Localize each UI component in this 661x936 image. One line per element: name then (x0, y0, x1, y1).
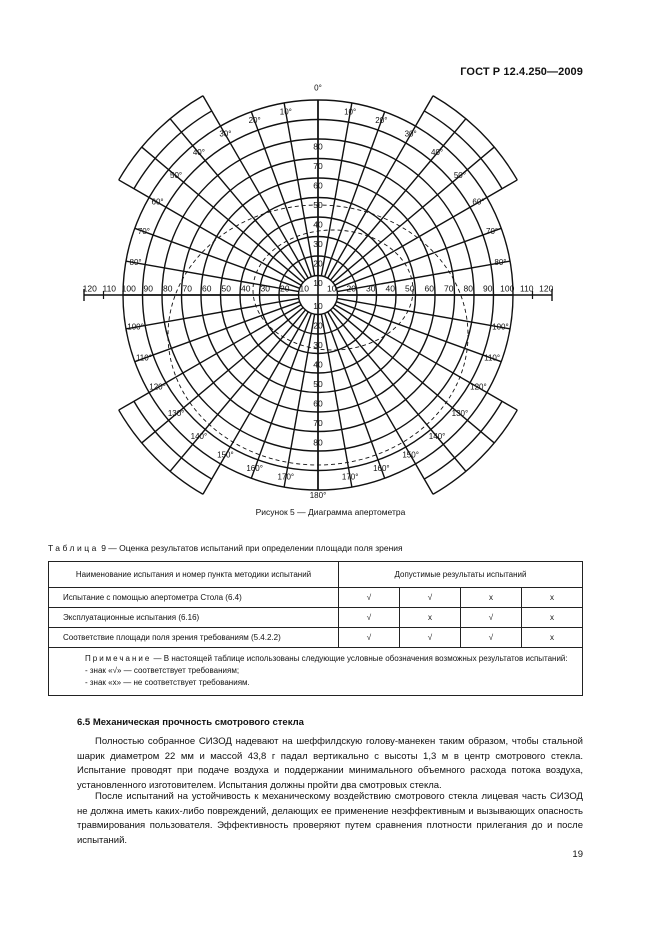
radial-label-right: 120 (539, 283, 554, 294)
radial-label-left: 120 (82, 283, 97, 294)
angle-label: 150° (402, 450, 419, 460)
angle-label: 0° (314, 83, 322, 93)
angle-label: 110° (135, 353, 152, 363)
header-test-name: Наименование испытания и номер пункта методики испытаний (49, 562, 339, 588)
paragraph: Полностью собранное СИЗОД надевают на шеффилдскую голову-манекен таким образом, чтобы стальной шарик диаметром 22 мм и массой 43,8 г падал вертикально с высоты 1,3 м в центр смотрового стекла. Испытание проводят при подаче воздуха и поддержании минимального объемного расхода потока воздуха, установленного изготовителем. Испытания должны пройти два смотровых стекла. (77, 736, 583, 791)
radial-label-right: 110 (519, 283, 534, 294)
result-mark: √ (339, 608, 400, 628)
angle-label: 10° (344, 107, 357, 117)
table-row (49, 588, 583, 608)
angle-label: 80° (494, 257, 507, 267)
table-title-label: Таблица (48, 543, 99, 553)
radial-label-left: 10 (299, 283, 309, 294)
result-mark: x (522, 628, 583, 648)
radial-label-bottom: 20 (313, 320, 323, 331)
outer-radial (119, 393, 149, 411)
radial-label-top: 70 (313, 160, 323, 171)
angle-label: 130° (451, 409, 469, 419)
outer-radial (416, 464, 434, 494)
angle-label: 160° (246, 464, 263, 474)
angle-label: 70° (137, 226, 150, 236)
radial-label-bottom: 30 (313, 339, 323, 350)
angle-label: 120° (470, 382, 487, 392)
angle-label: 130° (167, 409, 185, 419)
result-mark: x (461, 588, 522, 608)
table-title (48, 543, 403, 553)
table-header-row (49, 562, 583, 588)
paragraph: После испытаний на устойчивость к механическому воздействию смотрового стекла лицевая часть СИЗОД не должна иметь каких-либо повреждений, делающих ее применение неэффективным и вызывающих опасность травмирования пользователя. Эффективность проверяют путем сравнения плотности прилегания до и после испытаний. (77, 791, 583, 846)
radial-line (321, 314, 351, 487)
angle-label: 50° (453, 171, 466, 181)
radial-label-top: 30 (313, 238, 323, 249)
note-item-fail: - знак «x» — не соответствует требованиям. (85, 678, 250, 687)
radial-label-right: 30 (366, 283, 376, 294)
outer-radial (203, 96, 221, 126)
radial-label-left: 20 (280, 283, 290, 294)
outer-radial (170, 119, 193, 146)
test-name: Соответствие площади поля зрения требованиям (5.4.2.2) (49, 628, 339, 648)
radial-label-right: 90 (483, 283, 493, 294)
angle-label: 100° (492, 322, 509, 332)
header-results: Допустимые результаты испытаний (339, 562, 583, 588)
radial-label-right: 50 (405, 283, 415, 294)
page-number: 19 (572, 849, 583, 860)
result-mark: √ (461, 608, 522, 628)
section-heading: 6.5 Механическая прочность смотрового стекла (77, 717, 304, 728)
radial-label-bottom: 60 (313, 398, 323, 409)
angle-label: 30° (404, 129, 417, 139)
radial-label-left: 80 (163, 283, 173, 294)
figure-caption: Рисунок 5 — Диаграмма апертометра (255, 507, 406, 517)
outer-arc (119, 96, 203, 180)
angle-label: 40° (192, 148, 205, 158)
radial-label-right: 40 (385, 283, 395, 294)
radial-line (126, 298, 299, 328)
outer-arc (433, 96, 517, 180)
radial-label-left: 60 (202, 283, 212, 294)
table-note (49, 648, 583, 696)
radial-label-left: 50 (221, 283, 231, 294)
radial-label-top: 40 (313, 219, 323, 230)
angle-label: 150° (217, 450, 234, 460)
angle-label: 140° (190, 432, 208, 442)
outer-radial (142, 420, 169, 443)
note-text: — В настоящей таблице использованы следующие условные обозначения возможных результатов испытаний: (151, 654, 568, 663)
radial-label-left: 90 (143, 283, 153, 294)
result-mark: √ (461, 628, 522, 648)
angle-label: 20° (248, 116, 261, 126)
outer-radial (443, 444, 466, 471)
outer-radial (170, 444, 193, 471)
note-item-ok: - знак «√» — соответствует требованиям; (85, 666, 240, 675)
angle-label: 110° (484, 353, 501, 363)
document-header: ГОСТ Р 12.4.250—2009 (460, 66, 583, 78)
outer-radial (142, 147, 169, 170)
radial-label-right: 70 (444, 283, 454, 294)
outer-radial (487, 180, 517, 198)
radial-label-top: 10 (313, 277, 323, 288)
angle-label: 180° (309, 490, 327, 500)
outer-radial (443, 119, 466, 146)
radial-label-left: 70 (182, 283, 192, 294)
result-mark: √ (339, 588, 400, 608)
result-mark: √ (339, 628, 400, 648)
radial-label-left: 100 (121, 283, 136, 294)
angle-label: 60° (151, 197, 164, 207)
angle-label: 10° (279, 107, 292, 117)
angle-label: 120° (149, 382, 166, 392)
radial-label-left: 30 (260, 283, 270, 294)
angle-label: 100° (127, 322, 144, 332)
radial-label-right: 60 (424, 283, 434, 294)
radial-line (321, 103, 351, 276)
radial-label-bottom: 70 (313, 417, 323, 428)
apertometer-diagram (70, 83, 570, 500)
radial-label-right: 80 (463, 283, 473, 294)
radial-label-right: 100 (500, 283, 515, 294)
radial-label-top: 80 (313, 141, 323, 152)
table-row (49, 628, 583, 648)
outer-radial (416, 96, 434, 126)
outer-radial (467, 147, 494, 170)
angle-label: 30° (219, 129, 232, 139)
table-title-text: 9 — Оценка результатов испытаний при определении площади поля зрения (98, 543, 403, 553)
angle-label: 50° (170, 171, 183, 181)
radial-label-bottom: 80 (313, 437, 323, 448)
angle-label: 40° (431, 148, 444, 158)
result-mark: x (522, 588, 583, 608)
radial-label-left: 110 (102, 283, 117, 294)
outer-radial (119, 180, 149, 198)
table-note-row (49, 648, 583, 696)
results-table (48, 561, 583, 696)
radial-label-left: 40 (241, 283, 251, 294)
result-mark: √ (400, 628, 461, 648)
radial-label-bottom: 40 (313, 359, 323, 370)
angle-label: 60° (472, 197, 485, 207)
radial-label-bottom: 50 (313, 378, 323, 389)
angle-label: 170° (341, 472, 359, 482)
test-name: Испытание с помощью апертометра Стола (6.4) (49, 588, 339, 608)
test-name: Эксплуатационные испытания (6.16) (49, 608, 339, 628)
radial-label-bottom: 10 (313, 300, 323, 311)
result-mark: √ (400, 588, 461, 608)
radial-label-right: 10 (327, 283, 337, 294)
outer-arc (433, 410, 517, 494)
outer-arc (119, 410, 203, 494)
outer-radial (487, 393, 517, 411)
result-mark: x (522, 608, 583, 628)
radial-line (337, 298, 510, 328)
outer-radial (203, 464, 221, 494)
angle-label: 140° (428, 432, 446, 442)
radial-line (284, 103, 314, 276)
angle-label: 20° (375, 116, 388, 126)
outer-radial (467, 420, 494, 443)
note-label: Примечание (85, 654, 152, 663)
diagram-grid (84, 96, 552, 495)
radial-label-top: 50 (313, 199, 323, 210)
angle-label: 160° (373, 464, 390, 474)
angle-label: 170° (277, 472, 295, 482)
radial-label-top: 20 (313, 258, 323, 269)
table-row (49, 608, 583, 628)
radial-label-right: 20 (346, 283, 356, 294)
angle-label: 70° (486, 226, 499, 236)
radial-label-top: 60 (313, 180, 323, 191)
result-mark: x (400, 608, 461, 628)
angle-label: 80° (129, 257, 142, 267)
